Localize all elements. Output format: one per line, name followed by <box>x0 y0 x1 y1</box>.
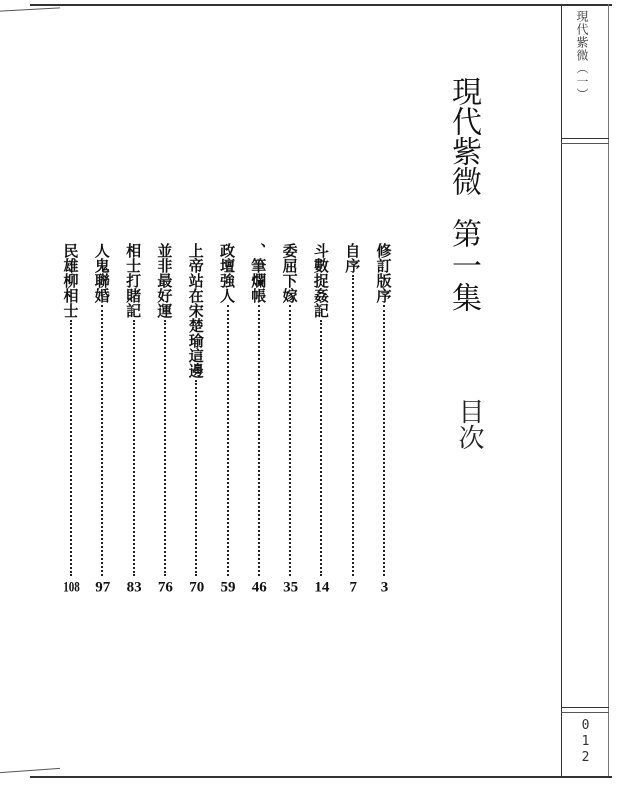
toc-entry-title: 上帝站在宋楚瑜這邊 <box>186 243 205 378</box>
toc-entry-title: 委屈下嫁 <box>280 243 299 303</box>
dot-leader <box>289 305 291 576</box>
toc-entry-page: 3 <box>380 580 389 595</box>
toc-entry[interactable] <box>249 243 269 595</box>
toc-entry-title: 政壇強人 <box>218 243 236 303</box>
scan-edge-top <box>0 7 60 11</box>
scan-edge-bottom <box>0 768 60 773</box>
toc-entry[interactable] <box>280 243 300 595</box>
dot-leader <box>133 320 135 576</box>
margin-rule <box>561 4 562 776</box>
dot-leader <box>227 305 229 576</box>
running-head: 現代紫微（一） <box>575 10 589 101</box>
dot-leader <box>383 305 385 576</box>
toc-entry-title: 修訂版序 <box>374 243 393 303</box>
toc-entry-page: 7 <box>349 580 357 595</box>
margin-divider <box>561 707 609 708</box>
margin-divider <box>561 143 609 144</box>
dot-leader <box>101 305 103 576</box>
section-title: 目次 <box>454 398 484 450</box>
dot-leader <box>258 305 260 576</box>
page-frame-top <box>30 4 612 6</box>
toc-entry-title: 並非最好運 <box>155 243 174 318</box>
toc-entry[interactable] <box>343 243 363 595</box>
toc-entry-title: 斗數捉姦記 <box>311 243 330 318</box>
toc-entry-title: 人鬼聯婚 <box>92 243 111 303</box>
book-title: 現代紫微 <box>446 76 481 196</box>
toc-entry-page: 35 <box>283 580 299 595</box>
dot-leader <box>164 320 166 576</box>
toc-entry-page: 76 <box>157 580 173 595</box>
volume-title: 第一集 <box>446 218 481 314</box>
toc-entry-page: 97 <box>95 580 111 595</box>
toc-entry[interactable] <box>218 243 238 595</box>
page-frame-bottom <box>30 776 612 778</box>
margin-divider <box>561 138 609 139</box>
toc-entry-title: 相士打賭記 <box>124 243 143 318</box>
toc-entry[interactable] <box>92 243 112 595</box>
toc-entry[interactable] <box>311 243 331 595</box>
toc-entry[interactable] <box>124 243 144 595</box>
dot-leader <box>320 320 322 576</box>
toc-entry[interactable] <box>374 243 394 595</box>
dot-leader <box>195 380 197 576</box>
toc-entry-title: 民雄柳相士 <box>61 243 80 318</box>
toc-entry-title: 自序 <box>343 243 362 273</box>
margin-divider <box>561 712 609 713</box>
toc-entry-page: 46 <box>251 580 267 595</box>
toc-entry-page: 14 <box>314 580 330 595</box>
page-number: 012 <box>578 718 593 766</box>
toc-entry[interactable] <box>186 243 206 595</box>
toc-entry[interactable] <box>61 243 81 595</box>
toc-entry-page: 59 <box>220 580 236 595</box>
toc-entry[interactable] <box>155 243 175 595</box>
toc-entry-page: 83 <box>126 580 142 595</box>
toc-entry-page: 108 <box>63 580 80 595</box>
toc-entry-page: 70 <box>189 580 205 595</box>
margin-rule-outer <box>608 4 609 776</box>
dot-leader <box>70 320 72 576</box>
toc-entry-title: 、筆爛帳 <box>249 243 268 303</box>
dot-leader <box>352 275 354 576</box>
